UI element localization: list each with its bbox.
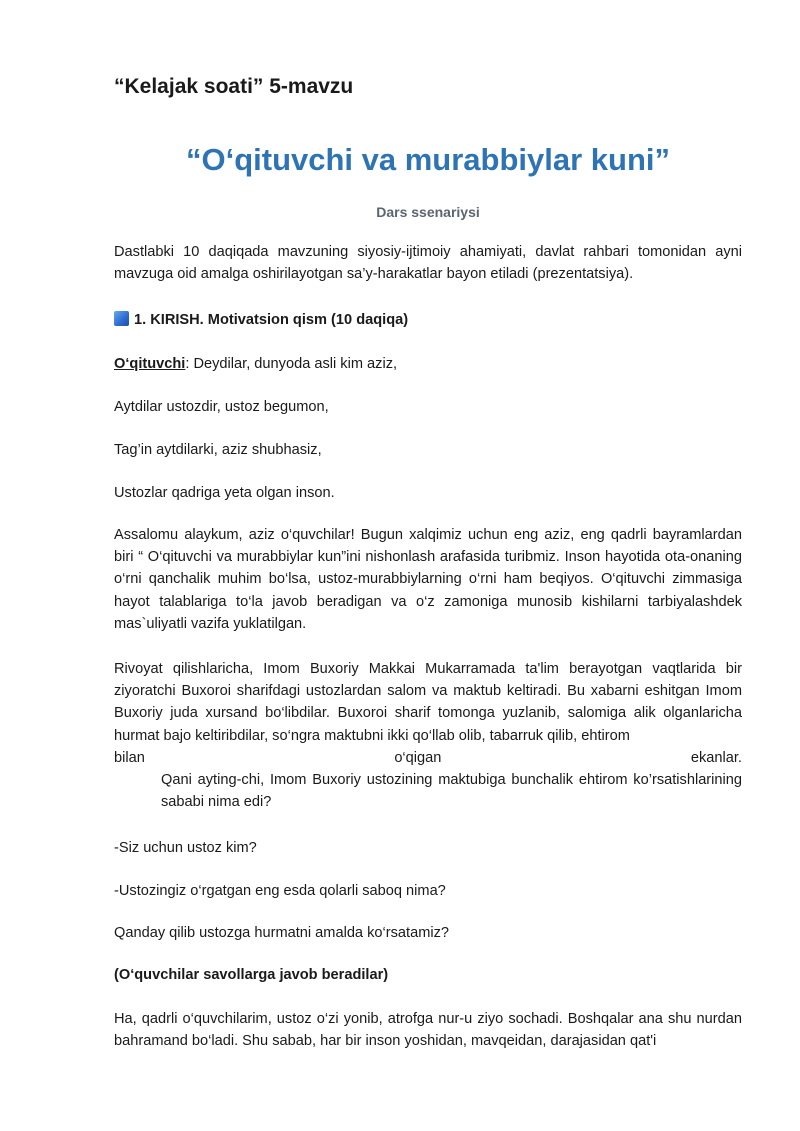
story-word-1: bilan — [114, 749, 145, 766]
poem-line-1-text: Deydilar, dunyoda asli kim aziz, — [189, 356, 398, 372]
story-body: Rivoyat qilishlaricha, Imom Buxoriy Makkai Mukarramada ta'lim berayotgan vaqtlarida bir ziyoratchi Buxoroi sharifdagi ustozlardan salom va maktub keltiradi. Bu xabarni eshitgan Imom Buxoriy juda xursand bo‘libdilar. Buxoroi sharif tomonga yuzlanib, salomiga alik olganlaricha hurmat bajo keltiribdilar, so‘ngra maktubni ikki qo‘llab olib, tabarruk qilib, ehtirom — [114, 661, 742, 744]
question-1: -Siz uchun ustoz kim? — [114, 840, 257, 856]
story-word-2: o‘qigan — [394, 749, 442, 766]
story-question: Qani ayting-chi, Imom Buxoriy ustozining maktubiga bunchalik ehtirom ko’rsatishlarining sababi nima edi? — [161, 772, 742, 811]
question-2: -Ustozingiz o‘rgatgan eng esda qolarli saboq nima? — [114, 883, 446, 899]
main-title: “O‘qituvchi va murabbiylar kuni” — [185, 142, 671, 177]
poem-line-1 — [114, 353, 742, 375]
speaker-colon: : — [185, 356, 190, 372]
blue-square-icon — [114, 311, 129, 326]
subtitle: Dars ssenariysi — [376, 204, 480, 220]
section-heading-text: 1. KIRISH. Motivatsion qism (10 daqiqa) — [134, 312, 409, 328]
poem-line-3: Tag’in aytdilarki, aziz shubhasiz, — [114, 442, 322, 458]
topic-title: “Kelajak soati” 5-mavzu — [114, 75, 354, 98]
poem-line-4: Ustozlar qadriga yeta olgan inson. — [114, 485, 335, 501]
intro-paragraph: Dastlabki 10 daqiqada mavzuning siyosiy-ijtimoiy ahamiyati, davlat rahbari tomonidan ayni mavzuga oid amalga oshirilayotgan sa’y-harakatlar bayon etiladi (prezentatsiya). — [114, 244, 742, 283]
question-3: Qanday qilib ustozga hurmatni amalda ko‘rsatamiz? — [114, 925, 450, 941]
section-heading — [114, 309, 742, 331]
speaker-label: O‘qituvchi — [114, 356, 186, 372]
poem-line-2: Aytdilar ustozdir, ustoz begumon, — [114, 399, 329, 415]
answer-note: (O‘quvchilar savollarga javob beradilar) — [114, 967, 389, 983]
story-spread-line — [114, 747, 742, 769]
story-word-3: ekanlar. — [690, 749, 742, 766]
paragraph-greeting: Assalomu alaykum, aziz o‘quvchilar! Bugun xalqimiz uchun eng aziz, eng qadrli bayramlardan biri “ O‘qituvchi va murabbiylar kun”ini nishonlash arafasida turibmiz. Inson hayotida ota-onaning o‘rni qanchalik muhim bo‘lsa, ustoz-murabbiylarning o‘rni ham beqiyos. O‘qituvchi zimmasiga hayot talablariga to‘la javob beradigan va o‘z zamoniga munosib kishilarni tarbiyalashdek mas`uliyatli vazifa yuklatilgan. — [114, 527, 742, 632]
closing-paragraph: Ha, qadrli o‘quvchilarim, ustoz o‘zi yonib, atrofga nur-u ziyo sochadi. Boshqalar ana shu nurdan bahramand bo‘ladi. Shu sabab, har bir inson yoshidan, mavqeidan, darajasidan qat'i — [114, 1011, 742, 1050]
paragraph-story — [114, 658, 742, 813]
